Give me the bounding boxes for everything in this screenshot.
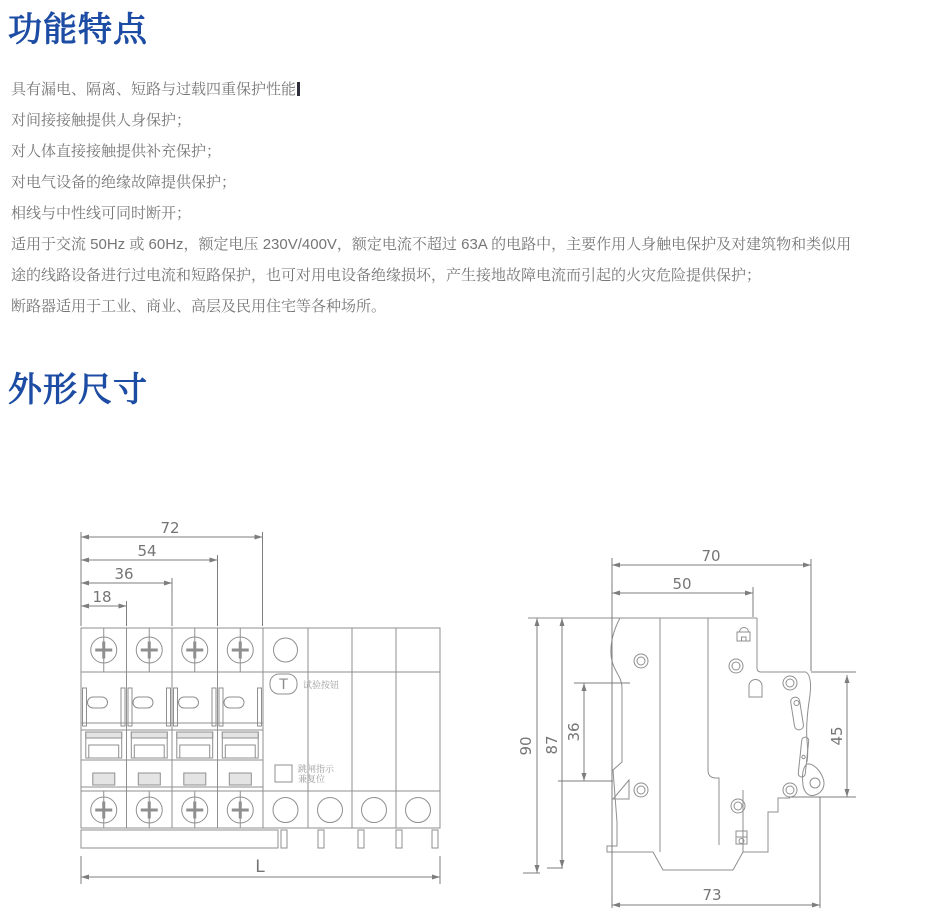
dim-label-45: 45	[828, 726, 846, 746]
side-view-dimensions	[517, 547, 856, 908]
terminal-hole	[362, 798, 387, 823]
terminal-tab	[281, 830, 287, 848]
pole-module	[83, 628, 126, 828]
feature-line: 对间接接触提供人身保护；	[11, 112, 192, 129]
dim-label-50: 50	[672, 575, 692, 593]
rivet-icon	[634, 783, 648, 797]
dim-label-36: 36	[114, 565, 134, 583]
feature-line: 适用于交流 50Hz 或 60Hz，额定电压 230V/400V，额定电流不超过 63A 的电路中，主要作用人身触电保护及对建筑物和类似用	[11, 236, 852, 253]
bottom-bar	[81, 830, 278, 848]
test-button-label: 试验按钮	[303, 680, 340, 690]
trip-indicator	[275, 763, 335, 784]
terminal-tab	[318, 830, 324, 848]
dim-label-87: 87	[543, 735, 561, 755]
padlock-icon	[737, 628, 750, 642]
test-button	[270, 674, 339, 694]
front-view-body	[81, 628, 440, 848]
front-view-dimensions	[81, 519, 440, 884]
section-title-dimensions: 外形尺寸	[8, 371, 148, 409]
section-title-features: 功能特点	[8, 11, 148, 49]
dim-label-90: 90	[517, 736, 535, 756]
feature-line: 对电气设备的绝缘故障提供保护；	[11, 174, 237, 191]
rivet-icon	[783, 783, 797, 797]
pole-module	[128, 628, 171, 828]
terminal-hole	[273, 798, 298, 823]
dim-label-72: 72	[160, 519, 180, 537]
terminal-tab	[432, 830, 438, 848]
rivet-icon	[634, 654, 648, 668]
pole-module	[219, 628, 262, 828]
feature-line: 相线与中性线可同时断开；	[11, 205, 192, 222]
feature-line: 对人体直接接触提供补充保护；	[11, 143, 222, 160]
rivet-icon	[783, 676, 797, 690]
front-view-drawing	[81, 519, 440, 884]
terminal-hole	[318, 798, 343, 823]
indicator-window	[274, 638, 298, 662]
trip-indicator-label-1: 跳闸指示	[298, 764, 335, 774]
dim-label-L: L	[255, 857, 265, 877]
pole-module	[174, 628, 217, 828]
bottom-clip-detail	[736, 831, 747, 844]
dim-label-73: 73	[702, 886, 722, 904]
dim-label-54: 54	[137, 542, 157, 560]
dim-label-70: 70	[701, 547, 721, 565]
feature-line: 断路器适用于工业、商业、高层及民用住宅等各种场所。	[11, 298, 387, 315]
side-view-body	[528, 618, 824, 870]
arch-detail	[749, 680, 762, 697]
terminal-tab	[396, 830, 402, 848]
dim-label-18: 18	[92, 588, 112, 606]
feature-line: 途的线路设备进行过电流和短路保护，也可对用电设备绝缘损坏，产生接地故障电流而引起的火灾危险提供保护；	[11, 267, 762, 284]
test-button-symbol: T	[279, 677, 288, 693]
rivet-icon	[729, 659, 743, 673]
side-view-drawing	[517, 547, 856, 908]
feature-line-text: 具有漏电、隔离、短路与过载四重保护性能	[11, 81, 297, 98]
terminal-hole	[406, 798, 431, 823]
dim-label-36-side: 36	[565, 722, 583, 742]
trip-indicator-label-2: 兼复位	[298, 774, 326, 784]
din-claw	[613, 780, 629, 799]
terminal-tab	[358, 830, 364, 848]
